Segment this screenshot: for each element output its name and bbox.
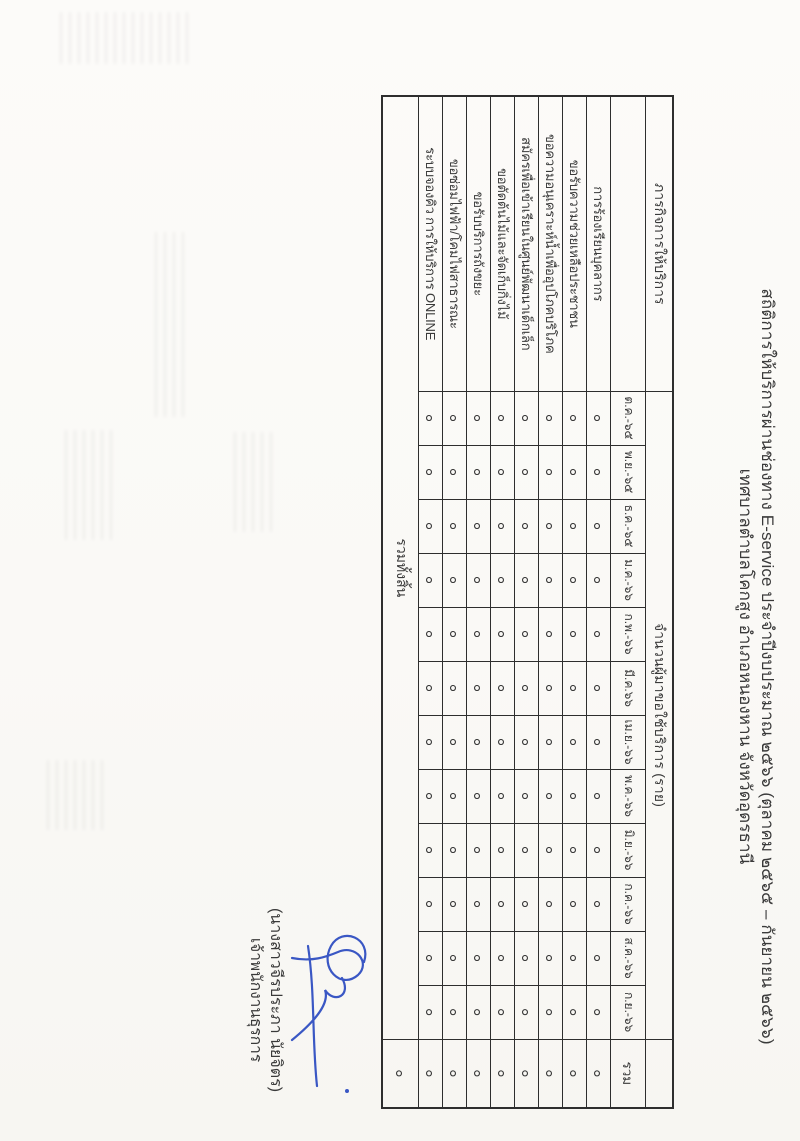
month-value-cell: ๐ xyxy=(491,877,515,931)
month-value-cell: ๐ xyxy=(515,769,539,823)
month-header-cell: ก.ย.-๖๖ xyxy=(611,985,646,1039)
month-value-cell: ๐ xyxy=(467,715,491,769)
month-value-cell: ๐ xyxy=(587,985,611,1039)
month-header-cell: มิ.ย.-๖๖ xyxy=(611,823,646,877)
scan-artifact xyxy=(47,760,105,830)
month-value-cell: ๐ xyxy=(563,769,587,823)
month-value-cell: ๐ xyxy=(563,823,587,877)
scan-artifact xyxy=(60,12,195,64)
month-value-cell: ๐ xyxy=(587,445,611,499)
month-header-cell: ก.พ.-๖๖ xyxy=(611,607,646,661)
month-value-cell: ๐ xyxy=(419,445,443,499)
month-value-cell: ๐ xyxy=(467,985,491,1039)
month-value-cell: ๐ xyxy=(539,445,563,499)
scan-artifact xyxy=(234,432,278,532)
month-value-cell: ๐ xyxy=(467,553,491,607)
month-value-cell: ๐ xyxy=(515,607,539,661)
month-value-cell: ๐ xyxy=(491,931,515,985)
month-value-cell: ๐ xyxy=(563,553,587,607)
month-value-cell: ๐ xyxy=(467,607,491,661)
month-value-cell: ๐ xyxy=(587,499,611,553)
document-title xyxy=(734,95,778,1108)
month-value-cell: ๐ xyxy=(491,823,515,877)
month-value-cell: ๐ xyxy=(467,445,491,499)
month-value-cell: ๐ xyxy=(419,931,443,985)
row-total-cell: ๐ xyxy=(563,1039,587,1108)
month-value-cell: ๐ xyxy=(419,715,443,769)
service-row-label: ขอซ่อมไฟฟ้า/โคมไฟสาธารณะ xyxy=(443,96,467,391)
month-value-cell: ๐ xyxy=(419,607,443,661)
month-value-cell: ๐ xyxy=(539,715,563,769)
month-value-cell: ๐ xyxy=(587,931,611,985)
month-value-cell: ๐ xyxy=(443,931,467,985)
month-value-cell: ๐ xyxy=(587,769,611,823)
service-row xyxy=(491,96,515,1108)
month-value-cell: ๐ xyxy=(467,661,491,715)
mission-header-spacer-cell xyxy=(611,96,646,391)
service-row xyxy=(539,96,563,1108)
service-row xyxy=(587,96,611,1108)
title-line-1: สถิติการให้บริการผ่านช่องทาง E-service ประจำปีงบประมาณ ๒๕๖๖ (ตุลาคม ๒๕๖๕ – กันยายน ๒๕๖๖) xyxy=(758,288,777,1045)
total-header-spacer-cell xyxy=(646,1039,673,1108)
handwritten-signature xyxy=(280,900,372,1100)
month-value-cell: ๐ xyxy=(467,499,491,553)
row-total-cell: ๐ xyxy=(467,1039,491,1108)
month-value-cell: ๐ xyxy=(515,499,539,553)
service-row-label: ระบบจองคิว การให้บริการ ONLINE xyxy=(419,96,443,391)
month-value-cell: ๐ xyxy=(491,769,515,823)
row-total-cell: ๐ xyxy=(587,1039,611,1108)
service-row-label: สมัครเพื่อเข้าเรียนในศูนย์พัฒนาเด็กเล็ก xyxy=(515,96,539,391)
month-header-cell: ก.ค.-๖๖ xyxy=(611,877,646,931)
row-total-cell: ๐ xyxy=(491,1039,515,1108)
month-value-cell: ๐ xyxy=(515,553,539,607)
month-header-cell: เม.ย.-๖๖ xyxy=(611,715,646,769)
service-row-label: การร้องเรียนบุคลากร xyxy=(587,96,611,391)
month-value-cell: ๐ xyxy=(443,823,467,877)
month-value-cell: ๐ xyxy=(491,715,515,769)
month-header-cell: ต.ค.-๖๕ xyxy=(611,391,646,445)
signer-name: (นางสาวจีรประภา นัยจิตร) xyxy=(267,907,284,1093)
month-value-cell: ๐ xyxy=(539,607,563,661)
month-header-cell: มี.ค.๖๖ xyxy=(611,661,646,715)
month-value-cell: ๐ xyxy=(563,499,587,553)
month-value-cell: ๐ xyxy=(587,607,611,661)
month-value-cell: ๐ xyxy=(515,823,539,877)
row-total-cell: ๐ xyxy=(539,1039,563,1108)
month-value-cell: ๐ xyxy=(467,931,491,985)
month-value-cell: ๐ xyxy=(515,661,539,715)
grand-total-label: รวมทั้งสิ้น xyxy=(382,96,419,1039)
service-row-label: ขอรับบริการถังขยะ xyxy=(467,96,491,391)
service-row xyxy=(443,96,467,1108)
month-value-cell: ๐ xyxy=(563,715,587,769)
scan-artifact xyxy=(155,232,185,417)
month-value-cell: ๐ xyxy=(563,985,587,1039)
month-value-cell: ๐ xyxy=(443,445,467,499)
month-value-cell: ๐ xyxy=(467,823,491,877)
scan-artifact xyxy=(65,430,117,540)
month-value-cell: ๐ xyxy=(443,553,467,607)
month-value-cell: ๐ xyxy=(587,661,611,715)
month-value-cell: ๐ xyxy=(539,769,563,823)
month-value-cell: ๐ xyxy=(419,661,443,715)
month-value-cell: ๐ xyxy=(515,931,539,985)
month-value-cell: ๐ xyxy=(419,877,443,931)
service-row xyxy=(515,96,539,1108)
month-value-cell: ๐ xyxy=(515,715,539,769)
month-value-cell: ๐ xyxy=(563,607,587,661)
month-value-cell: ๐ xyxy=(491,661,515,715)
service-row xyxy=(467,96,491,1108)
group-header-cell: จำนวนผู้มาขอใช้บริการ (ราย) xyxy=(646,391,673,1039)
month-value-cell: ๐ xyxy=(419,499,443,553)
month-header-row xyxy=(611,96,646,1108)
month-value-cell: ๐ xyxy=(491,985,515,1039)
month-value-cell: ๐ xyxy=(539,553,563,607)
month-value-cell: ๐ xyxy=(587,553,611,607)
month-value-cell: ๐ xyxy=(443,877,467,931)
month-value-cell: ๐ xyxy=(467,391,491,445)
month-value-cell: ๐ xyxy=(563,391,587,445)
total-header-cell: รวม xyxy=(611,1039,646,1108)
month-value-cell: ๐ xyxy=(563,877,587,931)
service-row-label: ขอความอนุเคราะห์น้ำเพื่ออุปโภคบริโภค xyxy=(539,96,563,391)
month-header-cell: พ.ย.-๖๕ xyxy=(611,445,646,499)
month-value-cell: ๐ xyxy=(491,553,515,607)
month-value-cell: ๐ xyxy=(539,823,563,877)
month-value-cell: ๐ xyxy=(587,715,611,769)
month-value-cell: ๐ xyxy=(515,985,539,1039)
eservice-statistics-table xyxy=(381,95,674,1109)
month-value-cell: ๐ xyxy=(563,661,587,715)
month-header-cell: ธ.ค.-๖๕ xyxy=(611,499,646,553)
month-value-cell: ๐ xyxy=(587,823,611,877)
month-value-cell: ๐ xyxy=(539,877,563,931)
month-value-cell: ๐ xyxy=(539,985,563,1039)
signature-block xyxy=(245,850,372,1141)
signer-position: เจ้าพนักงานธุรการ xyxy=(247,937,264,1063)
table-header-row-1 xyxy=(646,96,673,1108)
month-value-cell: ๐ xyxy=(443,607,467,661)
month-header-cell: ม.ค.-๖๖ xyxy=(611,553,646,607)
month-value-cell: ๐ xyxy=(539,931,563,985)
month-value-cell: ๐ xyxy=(491,607,515,661)
month-header-cell: พ.ค.-๖๖ xyxy=(611,769,646,823)
mission-header-cell: ภารกิจการให้บริการ xyxy=(646,96,673,391)
month-value-cell: ๐ xyxy=(419,823,443,877)
month-value-cell: ๐ xyxy=(491,445,515,499)
row-total-cell: ๐ xyxy=(443,1039,467,1108)
month-value-cell: ๐ xyxy=(443,715,467,769)
month-value-cell: ๐ xyxy=(419,769,443,823)
month-value-cell: ๐ xyxy=(419,553,443,607)
month-value-cell: ๐ xyxy=(443,499,467,553)
grand-total-row xyxy=(382,96,419,1108)
month-value-cell: ๐ xyxy=(515,391,539,445)
month-value-cell: ๐ xyxy=(443,391,467,445)
month-value-cell: ๐ xyxy=(419,391,443,445)
month-value-cell: ๐ xyxy=(443,661,467,715)
month-value-cell: ๐ xyxy=(539,391,563,445)
month-value-cell: ๐ xyxy=(443,769,467,823)
row-total-cell: ๐ xyxy=(515,1039,539,1108)
month-value-cell: ๐ xyxy=(467,877,491,931)
service-row-label: ขอรับความช่วยเหลือประชาชน xyxy=(563,96,587,391)
month-value-cell: ๐ xyxy=(491,391,515,445)
grand-total-value: ๐ xyxy=(382,1039,419,1108)
table-body xyxy=(382,96,673,1108)
month-value-cell: ๐ xyxy=(563,445,587,499)
month-value-cell: ๐ xyxy=(419,985,443,1039)
month-value-cell: ๐ xyxy=(515,877,539,931)
row-total-cell: ๐ xyxy=(419,1039,443,1108)
month-value-cell: ๐ xyxy=(539,661,563,715)
month-value-cell: ๐ xyxy=(467,769,491,823)
service-row xyxy=(419,96,443,1108)
month-header-cell: ส.ค.-๖๖ xyxy=(611,931,646,985)
service-row xyxy=(563,96,587,1108)
month-value-cell: ๐ xyxy=(587,877,611,931)
month-value-cell: ๐ xyxy=(491,499,515,553)
month-value-cell: ๐ xyxy=(587,391,611,445)
month-value-cell: ๐ xyxy=(563,931,587,985)
month-value-cell: ๐ xyxy=(515,445,539,499)
title-line-2: เทศบาลตำบลโคกสูง อำเภอหนองหาน จังหวัดอุดรธานี xyxy=(736,468,755,865)
month-value-cell: ๐ xyxy=(539,499,563,553)
service-row-label: ขอตัดต้นไม้และจัดเก็บกิ่งไม้ xyxy=(491,96,515,391)
month-value-cell: ๐ xyxy=(443,985,467,1039)
